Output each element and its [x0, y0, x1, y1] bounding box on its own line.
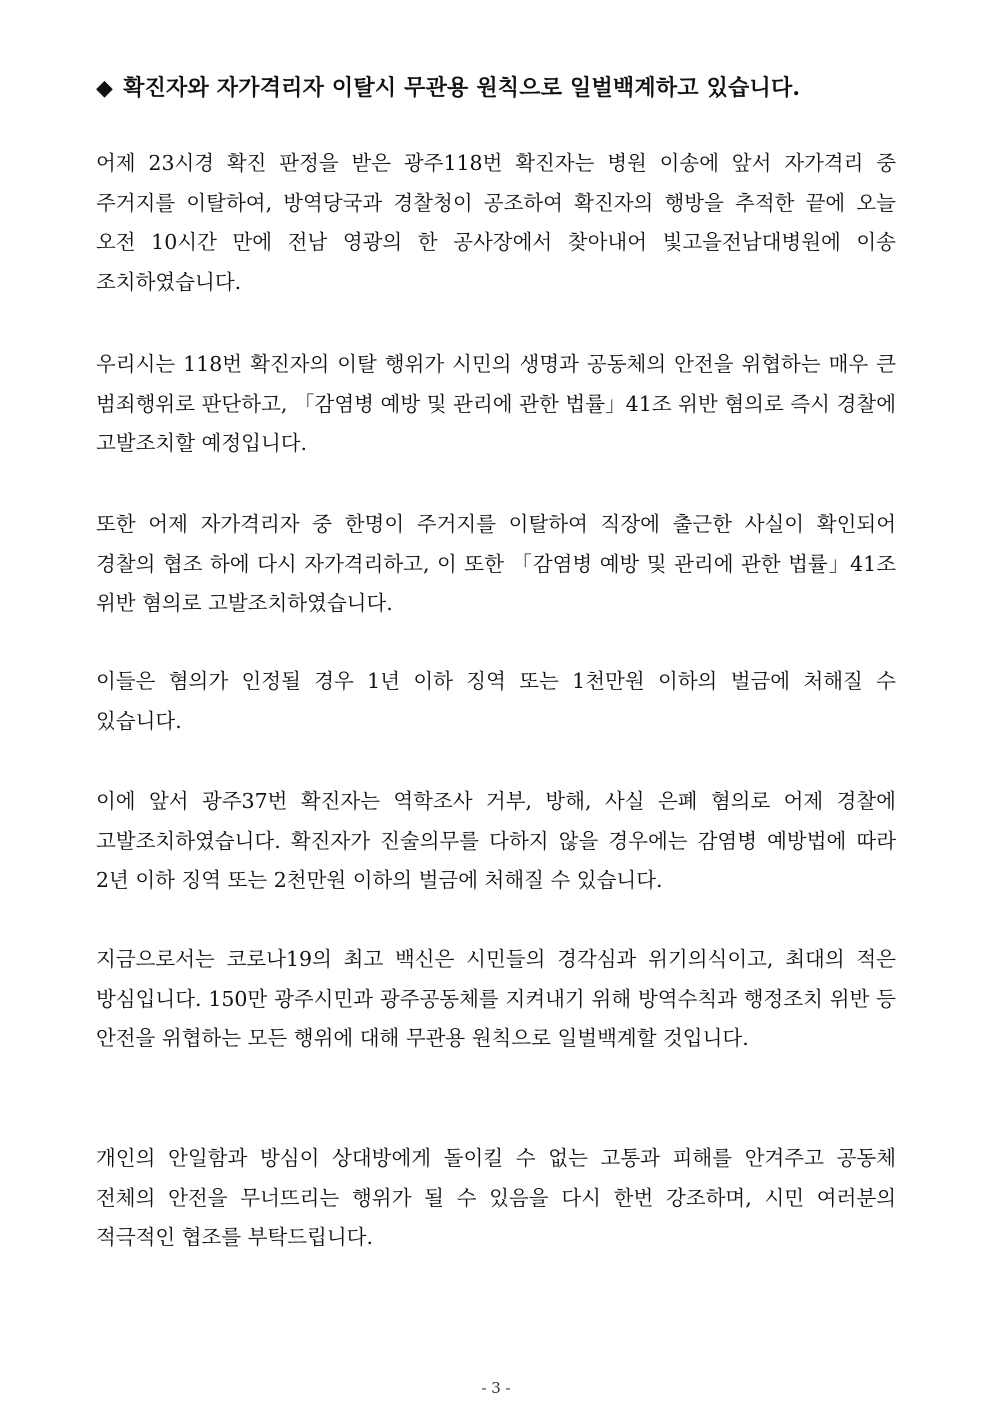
paragraph-case-37: 이에 앞서 광주37번 확진자는 역학조사 거부, 방해, 사실 은폐 혐의로 어제 경찰에 고발조치하였습니다. 확진자가 진술의무를 다하지 않을 경우에는 감염병 예방법에 따라 2년 이하 징역 또는 2천만원 이하의 벌금에 처해질 수 있습니다.	[96, 789, 896, 892]
heading-text: 확진자와 자가격리자 이탈시 무관용 원칙으로 일벌백계하고 있습니다.	[123, 75, 801, 101]
page-number: - 3 -	[481, 1379, 511, 1397]
paragraph-penalty: 이들은 혐의가 인정될 경우 1년 이하 징역 또는 1천만원 이하의 벌금에 처해질 수 있습니다.	[96, 669, 896, 733]
paragraph-appeal: 개인의 안일함과 방심이 상대방에게 돌이킬 수 없는 고통과 피해를 안겨주고 공동체 전체의 안전을 무너뜨리는 행위가 될 수 있음을 다시 한번 강조하며, 시민 여러분의 적극적인 협조를 부탁드립니다.	[96, 1146, 896, 1249]
section-heading	[96, 68, 896, 108]
paragraph-escape-case-118: 어제 23시경 확진 판정을 받은 광주118번 확진자는 병원 이송에 앞서 자가격리 중 주거지를 이탈하여, 방역당국과 경찰청이 공조하여 확진자의 행방을 추적한 끝에 오늘 오전 10시간 만에 전남 영광의 한 공사장에서 찾아내어 빛고을전남대병원에 이송 조치하였습니다.	[96, 151, 896, 294]
paragraph-self-quarantine-violation: 또한 어제 자가격리자 중 한명이 주거지를 이탈하여 직장에 출근한 사실이 확인되어 경찰의 협조 하에 다시 자가격리하고, 이 또한 「감염병 예방 및 관리에 관한 법률」41조 위반 혐의로 고발조치하였습니다.	[96, 512, 896, 615]
paragraph-zero-tolerance: 지금으로서는 코로나19의 최고 백신은 시민들의 경각심과 위기의식이고, 최대의 적은 방심입니다. 150만 광주시민과 광주공동체를 지켜내기 위해 방역수칙과 행정조치 위반 등 안전을 위협하는 모든 행위에 대해 무관용 원칙으로 일벌백계할 것입니다.	[96, 947, 896, 1050]
diamond-bullet-icon: ◆	[96, 75, 114, 101]
paragraph-legal-action: 우리시는 118번 확진자의 이탈 행위가 시민의 생명과 공동체의 안전을 위협하는 매우 큰 범죄행위로 판단하고, 「감염병 예방 및 관리에 관한 법률」41조 위반 혐의로 즉시 경찰에 고발조치할 예정입니다.	[96, 352, 896, 455]
